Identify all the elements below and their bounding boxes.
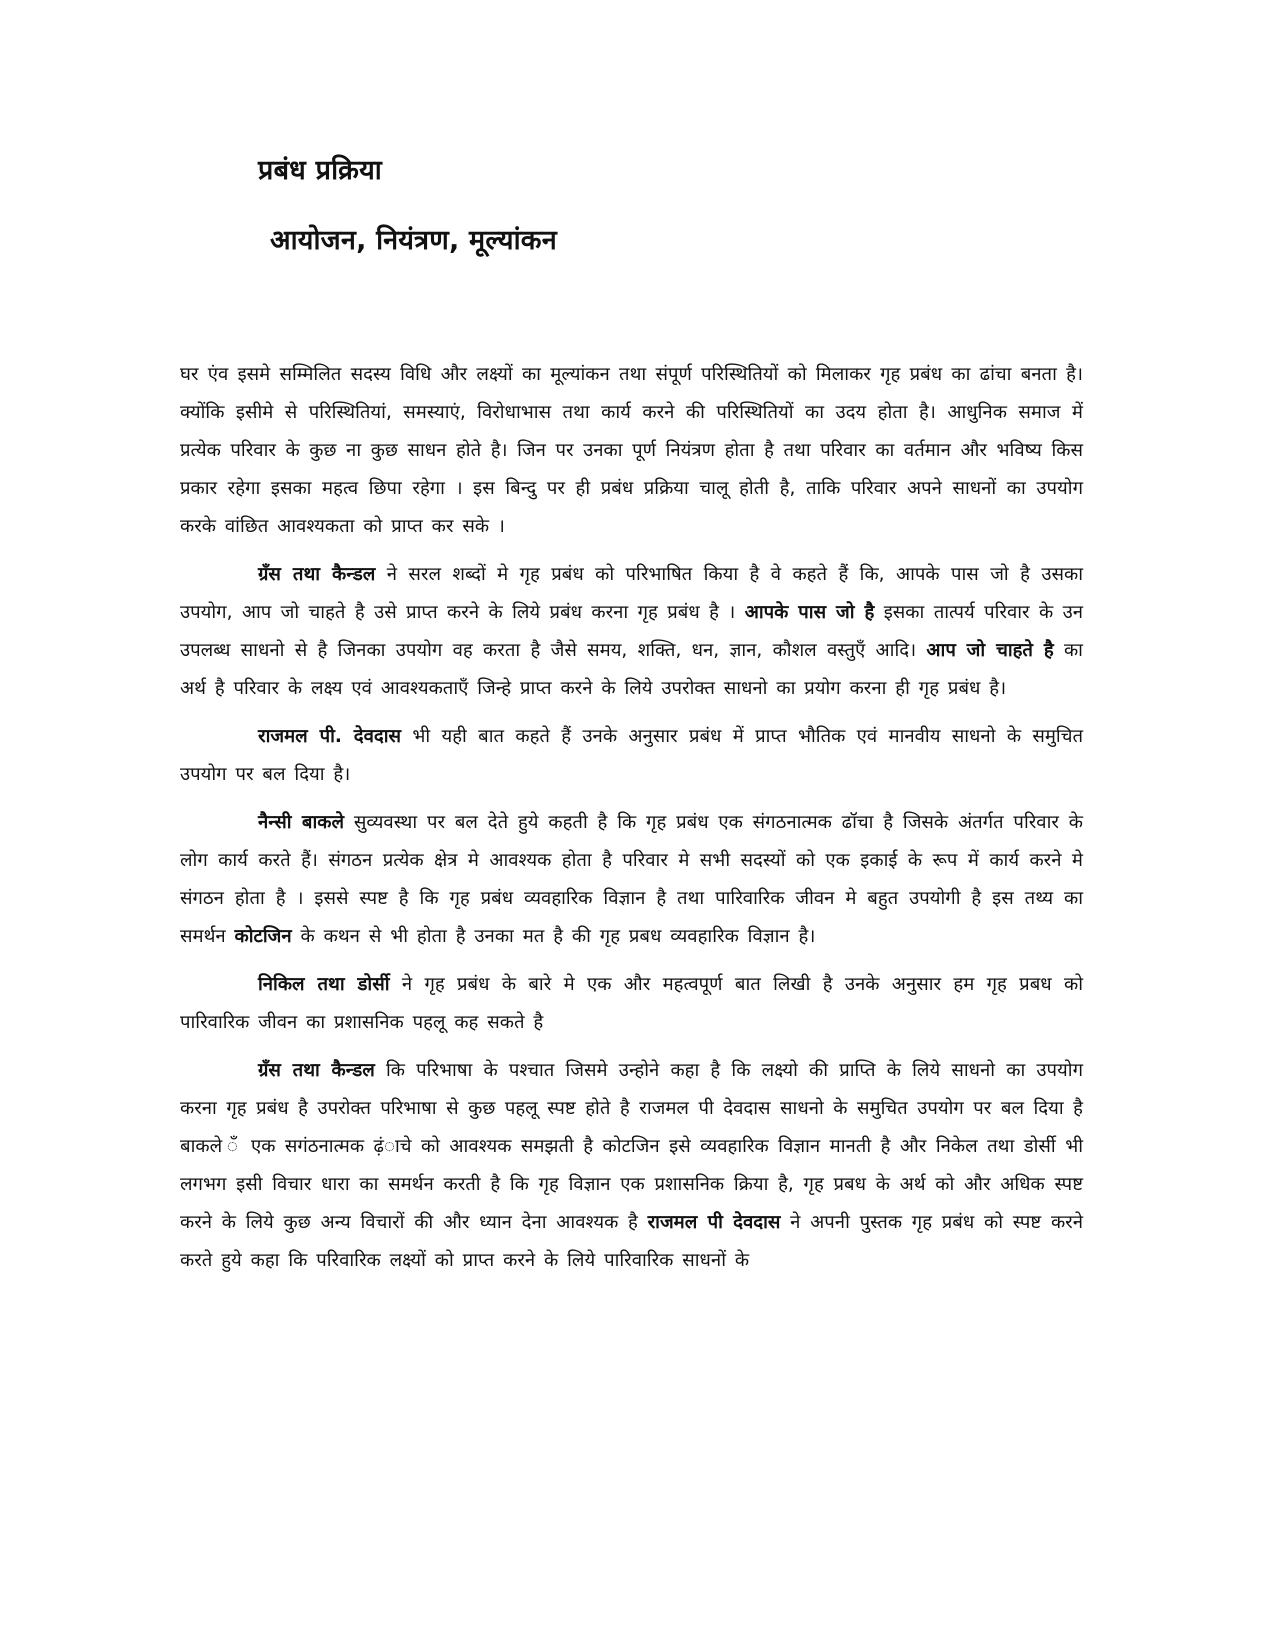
- paragraph-intro: [180, 356, 1083, 546]
- paragraph-text: घर एंव इसमे सम्मिलित सदस्य विधि और लक्ष्यों का मूल्यांकन तथा संपूर्ण परिस्थितियों को मिलाकर गृह प्रबंध का ढांचा बनता है। क्योंकि इसीमे से परिस्थितियां, समस्याएं, विरोधाभास तथा कार्य करने की परिस्थितियों का उदय होता है। आधुनिक समाज में प्रत्येक परिवार के कुछ ना कुछ साधन होते है। जिन पर उनका पूर्ण नियंत्रण होता है तथा परिवार का वर्तमान और भविष्य किस प्रकार रहेगा इसका महत्व छिपा रहेगा । इस बिन्दु पर ही प्रबंध प्रक्रिया चालू होती है, ताकि परिवार अपने साधनों का उपयोग करके वांछित आवश्यकता को प्राप्त कर सके ।: [180, 364, 1083, 537]
- paragraph-text: भी यही बात कहते हैं उनके अनुसार प्रबंध में प्राप्त भौतिक एवं मानवीय साधनो के समुचित उपयोग पर बल दिया है।: [180, 726, 1084, 785]
- paragraph-nickell-dorsey: [180, 966, 1083, 1042]
- paragraph-text: का अर्थ है परिवार के लक्ष्य एवं आवश्यकताएँ जिन्हे प्राप्त करने के लिये उपरोक्त साधनो का प्रयोग करना ही गृह प्रबंध है।: [180, 640, 1083, 699]
- paragraph-text: ने सरल शब्दों मे गृह प्रबंध को परिभाषित किया है वे कहते हैं कि, आपके पास जो है उसका उपयोग, आप जो चाहते है उसे प्राप्त करने के लिये प्रबंध करना गृह प्रबंध है ।: [180, 564, 1083, 623]
- bold-term: राजमल पी. देवदास: [258, 726, 402, 747]
- paragraph-text: ने अपनी पुस्तक गृह प्रबंध को स्पष्ट करने करते हुये कहा कि परिवारिक लक्ष्यों को प्राप्त करने के लिये पारिवारिक साधनों के: [180, 1212, 1084, 1271]
- bold-term: ग्रॅंस तथा कैन्डल: [258, 1060, 375, 1081]
- paragraph-text: के कथन से भी होता है उनका मत है की गृह प्रबध व्यवहारिक विज्ञान है।: [291, 926, 816, 947]
- bold-term: कोटजिन: [234, 926, 292, 947]
- bold-term: ग्रॅंस तथा कैन्डल: [258, 564, 376, 585]
- paragraph-text: इसका तात्पर्य परिवार के उन उपलब्ध साधनो से है जिनका उपयोग वह करता है जैसे समय, शक्ति, धन, ज्ञान, कौशल वस्तुएँ आदि।: [180, 602, 1083, 661]
- bold-term: निकिल तथा डोर्सी: [258, 974, 390, 995]
- paragraph-nancy-barkley: [180, 804, 1083, 956]
- bold-term: नैन्सी बाकले: [258, 812, 345, 833]
- bold-term: आप जो चाहते है: [926, 640, 1054, 661]
- paragraph-summary: [180, 1052, 1083, 1280]
- bold-term: आपके पास जो है: [744, 602, 875, 623]
- bold-term: राजमल पी देवदास: [647, 1212, 781, 1233]
- paragraph-rajammal-devadas: [180, 718, 1083, 794]
- body-text: [180, 356, 1083, 1290]
- paragraph-text: कि परिभाषा के पश्चात जिसमे उन्होने कहा है कि लक्ष्यो की प्राप्ति के लिये साधनो का उपयोग करना गृह प्रबंध है उपरोक्त परिभाषा से कुछ पहलू स्पष्ट होते है राजमल पी देवदास साधनो के समुचित उपयोग पर बल दिया है बाकले ँ एक सगंठनात्मक ढ़ंाचे को आवश्यक समझती है कोटजिन इसे व्यवहारिक विज्ञान मानती है और निकेल तथा डोर्सी भी लगभग इसी विचार धारा का समर्थन करती है कि गृह विज्ञान एक प्रशासनिक क्रिया है, गृह प्रबध के अर्थ को और अधिक स्पष्ट करने के लिये कुछ अन्य विचारों की और ध्यान देना आवश्यक है: [180, 1060, 1083, 1233]
- paragraph-gross-crandall: [180, 556, 1083, 708]
- paragraph-text: सुव्यवस्था पर बल देते हुये कहती है कि गृह प्रबंध एक संगठनात्मक ढॉचा है जिसके अंतर्गत परिवार के लोग कार्य करते हैं। संगठन प्रत्येक क्षेत्र मे आवश्यक होता है परिवार मे सभी सदस्यों को एक इकाई के रूप में कार्य करने मे संगठन होता है । इससे स्पष्ट है कि गृह प्रबंध व्यवहारिक विज्ञान है तथा पारिवारिक जीवन मे बहुत उपयोगी है इस तथ्य का समर्थन: [180, 812, 1083, 947]
- page-subtitle: आयोजन, नियंत्रण, मूल्यांकन: [270, 225, 557, 256]
- page-title: प्रबंध प्रक्रिया: [258, 155, 382, 186]
- paragraph-text: ने गृह प्रबंध के बारे मे एक और महत्वपूर्ण बात लिखी है उनके अनुसार हम गृह प्रबध को पारिवारिक जीवन का प्रशासनिक पहलू कह सकते है: [180, 974, 1083, 1033]
